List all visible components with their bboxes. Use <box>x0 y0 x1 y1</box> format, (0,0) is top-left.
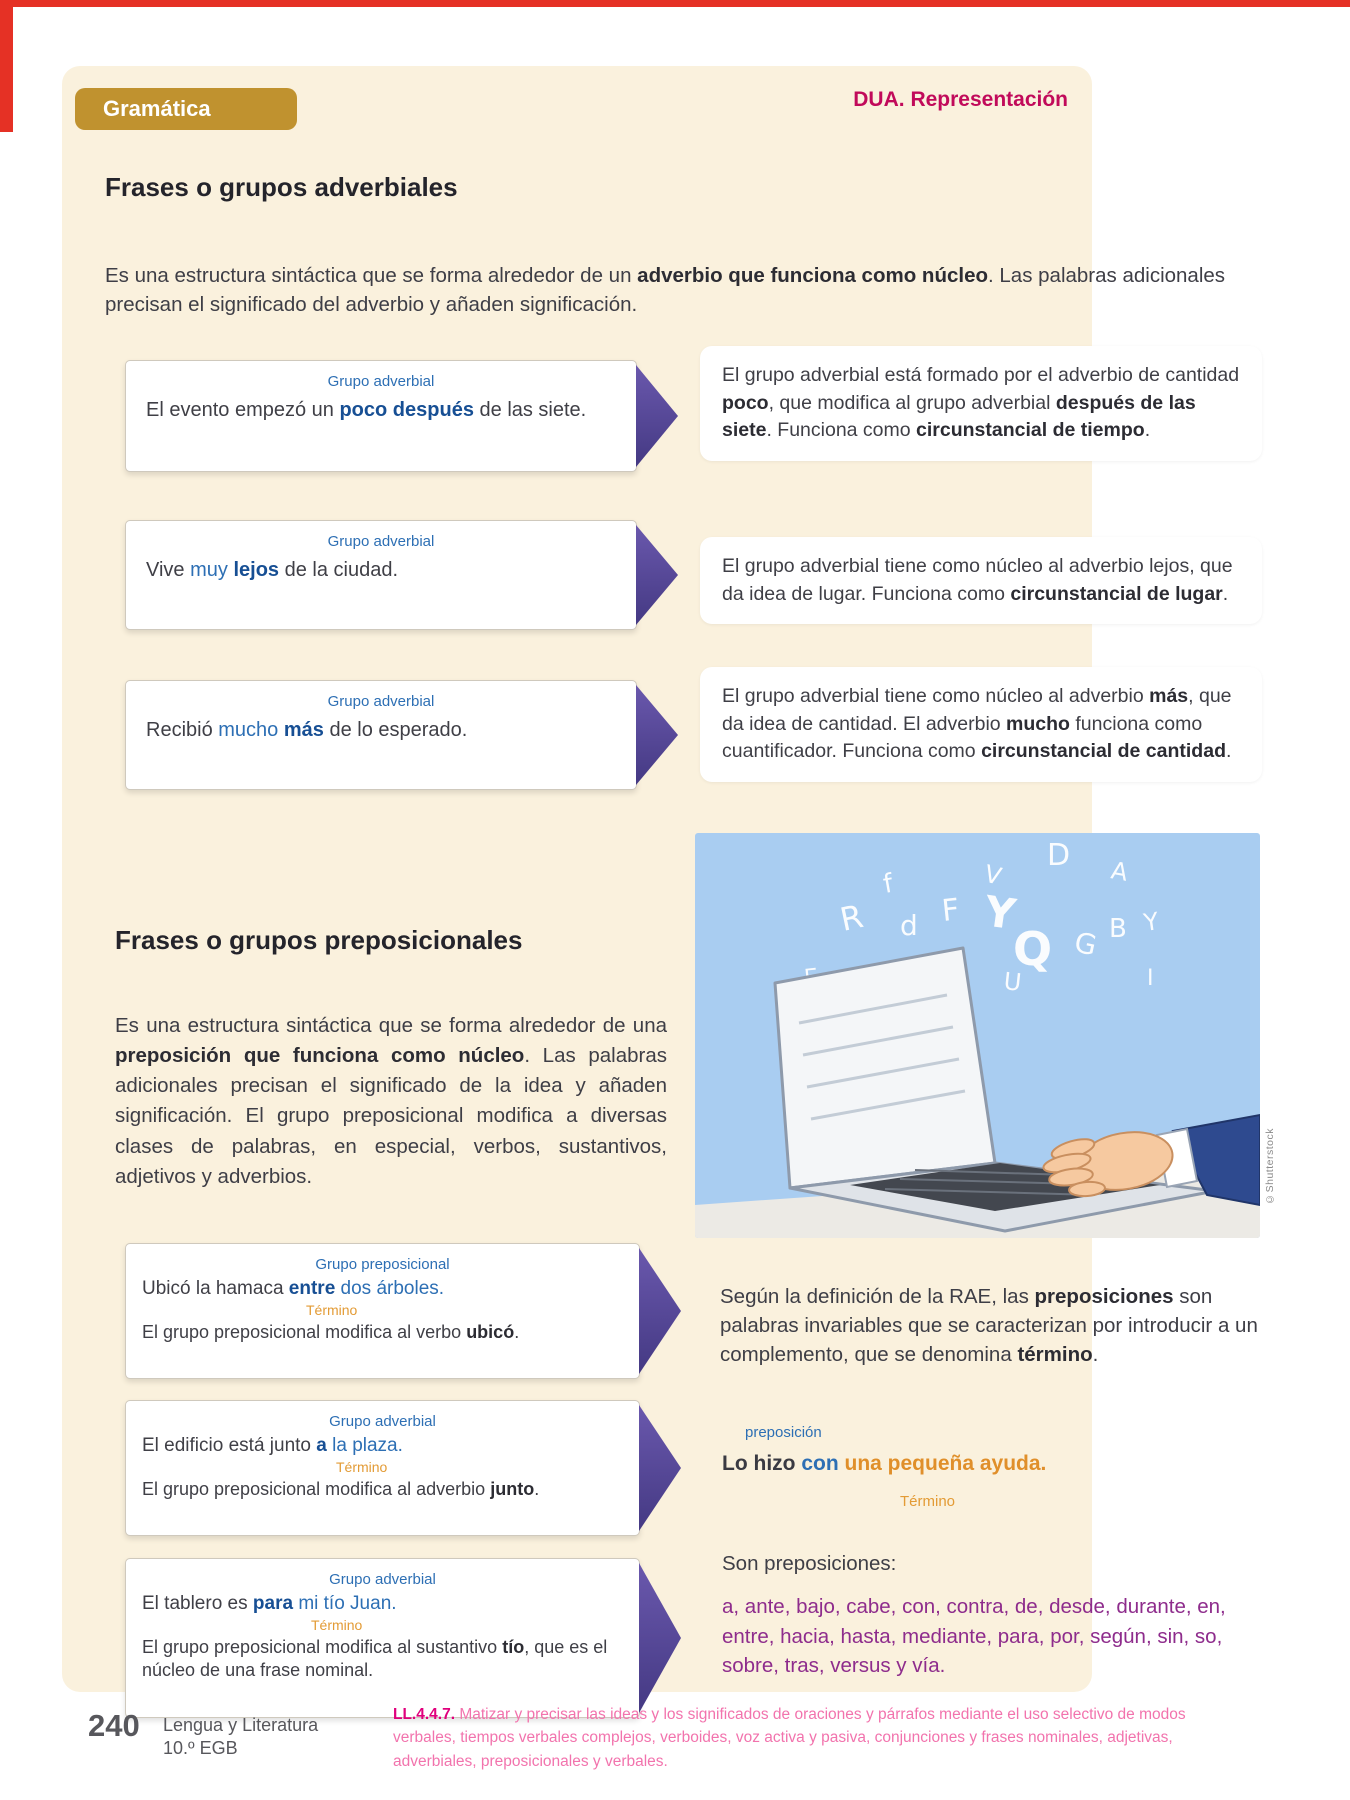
intro-bold: adverbio que funciona como núcleo <box>637 263 988 287</box>
example-box-preposicional-2 <box>125 1400 640 1536</box>
sentence-nucleus: más <box>283 719 324 741</box>
rae-text: . <box>1092 1343 1099 1367</box>
explanation-box-3 <box>700 667 1262 782</box>
example-box-preposicional-3 <box>125 1558 640 1718</box>
example-sentence <box>126 390 636 422</box>
rae-bold: preposiciones <box>1034 1285 1174 1308</box>
note-bold: después de las siete <box>722 391 1196 442</box>
sentence-pre: El evento empezó un <box>146 399 340 421</box>
example-sentence <box>126 710 636 742</box>
note-text: El grupo preposicional modifica al verbo <box>142 1322 467 1342</box>
rae-text: Según la definición de la RAE, las <box>720 1285 1035 1308</box>
floating-letter: R <box>836 897 867 939</box>
laptop-letters-illustration <box>695 833 1260 1238</box>
laptop-screen <box>775 948 995 1188</box>
standard-text: Matizar y precisar las ideas y los significados de oraciones y párrafos mediante el uso selectivo de modos verbales, tiempos verbales complejos, verboides, voz activa y pasiva, conjunciones y frases nominales, adjetivas, adverbiales, preposicionales y verbales. <box>393 1706 1186 1770</box>
note-text: , que es el núcleo de una frase nominal. <box>142 1637 608 1681</box>
intro-paragraph-adverbiales <box>105 261 1265 319</box>
top-red-bar <box>0 0 1350 7</box>
rae-definition <box>720 1282 1265 1369</box>
intro-bold: preposición que funciona como núcleo <box>115 1043 525 1067</box>
group-label: Grupo adverbial <box>329 1571 436 1588</box>
dua-header <box>853 88 1068 112</box>
note-bold: junto <box>490 1479 535 1499</box>
sentence-nucleus: a <box>316 1435 327 1456</box>
sentence-nucleus: poco después <box>339 399 474 421</box>
example-sentence <box>126 1273 639 1300</box>
floating-letter: d <box>900 909 918 942</box>
example-note <box>126 1475 639 1501</box>
note-text: . <box>1144 419 1151 442</box>
floating-letter: I <box>1147 966 1154 991</box>
group-label: Grupo adverbial <box>327 373 435 390</box>
floating-letter: F <box>940 892 962 929</box>
sentence-post: de las siete. <box>473 399 587 421</box>
floating-letter: D <box>1047 838 1071 873</box>
termino-label: Término <box>900 1493 956 1510</box>
example-note <box>126 1318 639 1344</box>
floating-letter: A <box>1108 856 1130 887</box>
subject-line: Lengua y Literatura <box>163 1715 319 1735</box>
explanation-box-2 <box>700 537 1262 624</box>
note-bold: tío <box>502 1637 525 1657</box>
sentence-post: mi tío Juan. <box>293 1593 397 1614</box>
example-note <box>126 1633 639 1683</box>
sentence-post: dos árboles. <box>335 1278 445 1299</box>
note-text: . Funciona como <box>766 419 917 442</box>
note-text: El grupo adverbial tiene como núcleo al adverbio <box>722 685 1150 707</box>
illustration-svg <box>695 833 1260 1238</box>
page-title-preposicionales: Frases o grupos preposicionales <box>115 925 523 955</box>
explanation-box-1 <box>700 346 1262 461</box>
example-box-adverbial-2 <box>125 520 637 630</box>
floating-letter: V <box>981 859 1005 891</box>
sentence-pre: El tablero es <box>142 1593 253 1614</box>
preposition-example-sentence <box>722 1452 1046 1476</box>
book-subject <box>163 1714 318 1761</box>
example-sentence <box>126 1588 639 1615</box>
note-bold: circunstancial de cantidad <box>981 740 1226 763</box>
note-bold: más <box>1149 685 1189 707</box>
note-bold: circunstancial de lugar <box>1010 582 1223 605</box>
termino-phrase: una pequeña ayuda. <box>838 1452 1047 1475</box>
left-red-bar <box>0 0 13 132</box>
sentence-post: la plaza. <box>326 1435 403 1456</box>
sentence-nucleus: entre <box>288 1278 336 1299</box>
floating-letter: Y <box>1141 907 1161 937</box>
note-bold: poco <box>722 391 769 414</box>
note-text: . <box>534 1479 540 1499</box>
intro-text: . Las palabras adicionales precisan el significado del adverbio y añaden significación. <box>105 263 1226 316</box>
floating-letter: G <box>1071 925 1100 963</box>
intro-text: Es una estructura sintáctica que se forma alrededor de una <box>115 1013 667 1037</box>
floating-letter: f <box>881 868 896 900</box>
page-title-adverbiales: Frases o grupos adverbiales <box>105 172 458 202</box>
note-text: . <box>514 1322 520 1342</box>
sentence-pre: Vive <box>146 559 191 581</box>
note-text: El grupo adverbial tiene como núcleo al adverbio lejos, que da idea de lugar. Funciona como <box>722 555 1233 605</box>
example-sentence <box>126 550 636 582</box>
note-text: , que modifica al grupo adverbial <box>768 391 1056 414</box>
group-label: Grupo adverbial <box>327 533 435 550</box>
standard-code: LL.4.4.7. <box>393 1706 456 1723</box>
prepositions-list: a, ante, bajo, cabe, con, contra, de, desde, durante, en, entre, hacia, hasta, mediante, para, por, según, sin, so, sobre, tras, versus y vía. <box>722 1595 1226 1678</box>
intro-paragraph-preposicionales <box>115 1011 667 1193</box>
rae-text: son palabras invariables que se caracterizan por introducir a un complemento, que se denomina <box>720 1285 1258 1367</box>
floating-letter: B <box>1109 914 1127 944</box>
example-box-preposicional-1 <box>125 1243 640 1379</box>
section-tab-gramatica <box>75 88 297 130</box>
preposition-word: con <box>801 1452 839 1475</box>
floating-letter: Q <box>1013 922 1053 976</box>
note-text: El grupo preposicional modifica al adverbio <box>142 1479 491 1499</box>
note-text: El grupo preposicional modifica al sustantivo <box>142 1637 503 1657</box>
termino-label: Término <box>311 1617 363 1633</box>
preposicion-label: preposición <box>745 1424 822 1441</box>
note-text: funciona como cuantificador. Funciona como <box>722 712 1203 763</box>
rae-bold: término <box>1017 1343 1093 1367</box>
dua-subtitle: Representación <box>904 88 1068 111</box>
example-box-adverbial-1 <box>125 360 637 472</box>
sentence-pre: Lo hizo <box>722 1452 802 1475</box>
floating-letter: Y <box>981 886 1019 940</box>
photo-credit: ©Shutterstock <box>1264 1128 1276 1205</box>
note-text: . <box>1222 582 1229 605</box>
termino-label: Término <box>336 1459 388 1475</box>
note-text: , que da idea de cantidad. El adverbio <box>722 685 1232 735</box>
sentence-pre: El edificio está junto <box>142 1435 317 1456</box>
sentence-nucleus: lejos <box>233 559 280 581</box>
floating-letter: U <box>1002 967 1023 997</box>
intro-text: Es una estructura sintáctica que se forma alrededor de un <box>105 263 638 287</box>
termino-label: Término <box>306 1302 358 1318</box>
section-tab-label: Gramática <box>103 96 211 121</box>
dua-label: DUA. <box>853 88 905 111</box>
group-label: Grupo adverbial <box>327 693 435 710</box>
sentence-pre: Ubicó la hamaca <box>142 1278 289 1299</box>
sentence-modifier: mucho <box>218 719 284 741</box>
example-sentence <box>126 1430 639 1457</box>
sentence-post: de la ciudad. <box>279 559 399 581</box>
note-text: El grupo adverbial está formado por el adverbio de cantidad <box>722 364 1240 386</box>
grade-line: 10.º EGB <box>163 1738 238 1759</box>
group-label: Grupo preposicional <box>315 1256 450 1273</box>
note-text: . <box>1225 740 1232 763</box>
sentence-nucleus: para <box>252 1593 294 1614</box>
intro-text: . Las palabras adicionales precisan el significado de la idea y añaden significación. El grupo preposicional modifica a diversas clases de palabras, en especial, verbos, sustantivos, adjetivos y adverbios. <box>115 1043 668 1189</box>
note-bold: mucho <box>1006 712 1070 735</box>
sentence-modifier: muy <box>190 559 234 581</box>
son-preposiciones-heading: Son preposiciones: <box>722 1552 897 1575</box>
sentence-post: de lo esperado. <box>323 719 468 741</box>
example-box-adverbial-3 <box>125 680 637 790</box>
note-bold: ubicó <box>466 1322 515 1342</box>
group-label: Grupo adverbial <box>329 1413 436 1430</box>
curriculum-standard <box>393 1703 1223 1773</box>
sentence-pre: Recibió <box>146 719 219 741</box>
note-bold: circunstancial de tiempo <box>916 419 1145 442</box>
page-number: 240 <box>88 1708 140 1743</box>
